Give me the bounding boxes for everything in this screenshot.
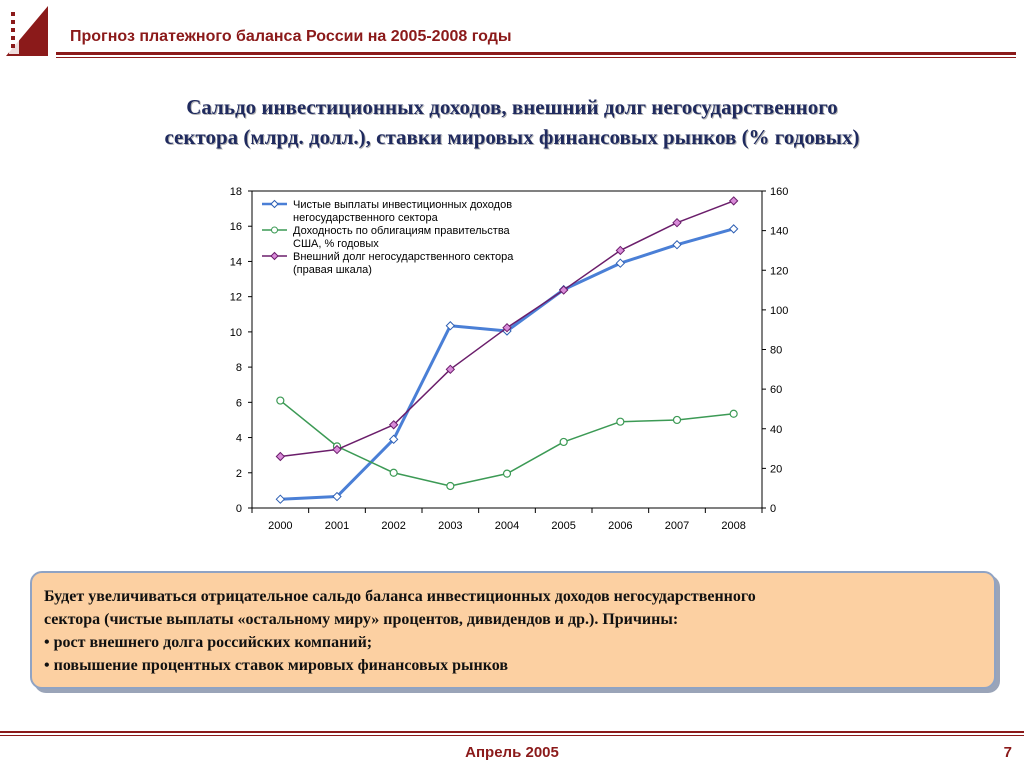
y-left-tick-label: 4 bbox=[235, 432, 242, 445]
y-left-tick-label: 12 bbox=[229, 291, 242, 304]
data-point bbox=[560, 438, 567, 445]
footer-divider-thin bbox=[0, 735, 1024, 736]
data-point bbox=[504, 470, 511, 477]
data-point bbox=[390, 469, 397, 476]
legend-label: негосударственного сектора bbox=[293, 212, 438, 224]
y-left-tick-label: 18 bbox=[229, 186, 242, 198]
data-point bbox=[277, 397, 284, 404]
y-left-tick-label: 6 bbox=[235, 397, 242, 410]
x-tick-label: 2007 bbox=[664, 520, 690, 532]
x-tick-label: 2005 bbox=[551, 520, 576, 532]
y-right-tick-label: 40 bbox=[770, 423, 783, 436]
x-tick-label: 2003 bbox=[438, 520, 463, 532]
note-bullet1: • рост внешнего долга российских компаний; bbox=[44, 634, 373, 651]
y-left-tick-label: 0 bbox=[235, 503, 242, 515]
y-right-tick-label: 120 bbox=[770, 265, 789, 278]
y-right-tick-label: 80 bbox=[770, 344, 783, 357]
y-left-tick-label: 16 bbox=[229, 221, 242, 234]
y-right-tick-label: 160 bbox=[770, 186, 789, 198]
data-point bbox=[730, 410, 737, 417]
footer-divider bbox=[0, 731, 1024, 733]
data-point bbox=[617, 418, 624, 425]
legend-label: США, % годовых bbox=[293, 238, 379, 250]
slide-title-line1: Сальдо инвестиционных доходов, внешний долг негосударственного bbox=[186, 95, 838, 119]
x-tick-label: 2008 bbox=[721, 520, 746, 532]
slide-title-line2: сектора (млрд. долл.), ставки мировых финансовых рынков (% годовых) bbox=[164, 125, 860, 149]
y-right-tick-label: 20 bbox=[770, 463, 783, 476]
y-right-tick-label: 140 bbox=[770, 225, 789, 238]
y-left-tick-label: 14 bbox=[229, 256, 242, 269]
y-right-tick-label: 100 bbox=[770, 304, 789, 317]
conclusion-box bbox=[30, 571, 996, 689]
legend-label: Чистые выплаты инвестиционных доходов bbox=[293, 199, 513, 211]
y-right-tick-label: 60 bbox=[770, 384, 783, 397]
y-left-tick-label: 8 bbox=[235, 362, 242, 375]
note-line2: сектора (чистые выплаты «остальному миру» процентов, дивидендов и др.). Причины: bbox=[44, 611, 679, 628]
legend-marker bbox=[272, 227, 278, 233]
y-left-tick-label: 10 bbox=[229, 326, 242, 339]
x-tick-label: 2002 bbox=[381, 520, 406, 532]
legend-label: (правая шкала) bbox=[293, 264, 372, 276]
x-tick-label: 2000 bbox=[268, 520, 293, 532]
note-line1: Будет увеличиваться отрицательное сальдо баланса инвестиционных доходов негосударственного bbox=[44, 588, 756, 605]
legend-label: Внешний долг негосударственного сектора bbox=[293, 251, 514, 263]
y-right-tick-label: 0 bbox=[770, 503, 777, 515]
data-point bbox=[674, 416, 681, 423]
header-title: Прогноз платежного баланса России на 2005-2008 годы bbox=[70, 28, 512, 45]
x-tick-label: 2001 bbox=[324, 520, 350, 532]
x-tick-label: 2006 bbox=[608, 520, 633, 532]
x-tick-label: 2004 bbox=[494, 520, 520, 532]
footer-date: Апрель 2005 bbox=[465, 744, 559, 761]
y-left-tick-label: 2 bbox=[235, 467, 242, 480]
legend-label: Доходность по облигациям правительства bbox=[293, 225, 510, 237]
data-point bbox=[447, 482, 454, 489]
note-bullet2: • повышение процентных ставок мировых финансовых рынков bbox=[44, 657, 509, 674]
page-number: 7 bbox=[1003, 744, 1012, 761]
